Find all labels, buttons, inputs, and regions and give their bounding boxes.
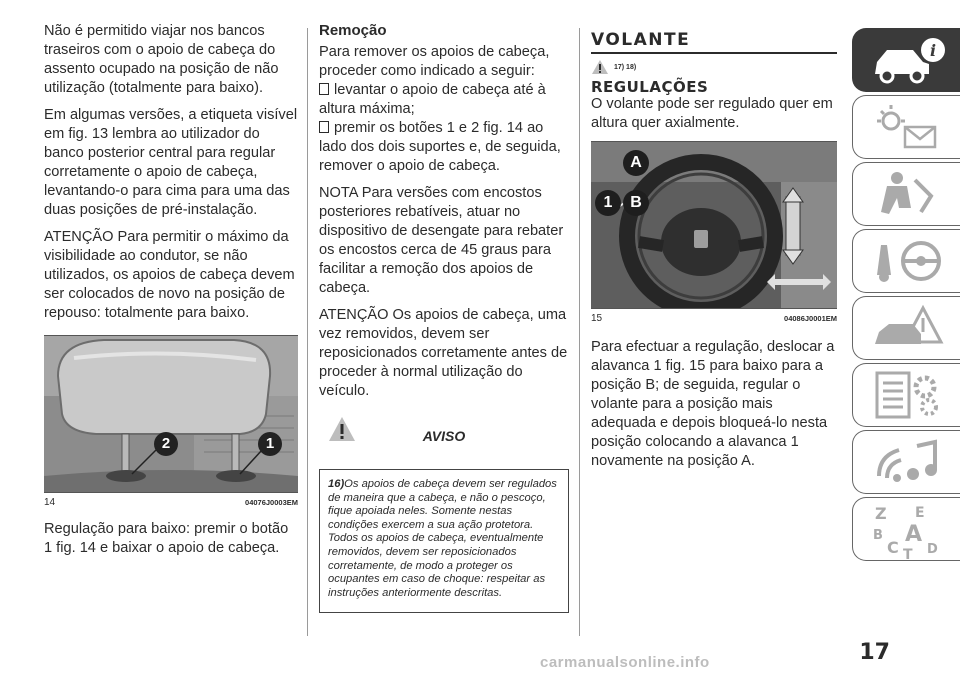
warning-triangle-icon (591, 59, 609, 75)
warning-text: 16)Os apoios de cabeça devem ser regulados de maneira que a cabeça, e não o pescoço, fique apoiada neles. Somente nestas condições exercem a sua ação protetora. Todos os apoios de cabeça, eventualmente removidos, devem ser reposicionados corretamente, de modo a proteger os ocupantes em caso de choque: respeitar as instruções anteriormente descritas. (319, 469, 569, 613)
callout-2: 2 (154, 432, 178, 456)
square-bullet-icon (319, 83, 329, 95)
page-number: 17 (859, 640, 890, 665)
paragraph-rear-seats: Não é permitido viajar nos bancos traseiros com o apoio de cabeça do assento ocupado na posição de não utilização (totalmente para baixo). (44, 23, 279, 96)
multimedia-icon (869, 436, 949, 488)
figure-code: 04086J0001EM (784, 314, 837, 323)
section-heading-remocao: Remoção (319, 22, 387, 39)
section-title-volante: VOLANTE (591, 30, 691, 50)
tab-index[interactable] (852, 497, 960, 561)
column-2 (319, 22, 569, 613)
paragraph-removal-intro: Para remover os apoios de cabeça, proceder como indicado a seguir: (319, 44, 550, 79)
subsection-title-regulacoes: REGULAÇÕES (591, 78, 709, 96)
tab-emergency[interactable] (852, 296, 960, 360)
figure-14-caption (44, 493, 298, 508)
chapter-tabs (852, 28, 960, 564)
watermark: carmanualsonline.info (540, 654, 710, 671)
warning-box (319, 411, 569, 613)
svg-text:C: C (887, 538, 899, 557)
svg-text:A: A (905, 522, 923, 547)
paragraph-adjust-down: Regulação para baixo: premir o botão 1 fig. 14 e baixar o apoio de cabeça. (44, 521, 289, 556)
index-letters-icon (869, 503, 949, 559)
tab-dashboard[interactable] (852, 95, 960, 159)
figure-number: 14 (44, 497, 56, 508)
label-b: B (623, 190, 649, 216)
steering-key-icon (869, 235, 949, 287)
figure-15-caption (591, 309, 837, 324)
bullet-item-1-cont: altura máxima; (319, 101, 415, 117)
paragraph-attention: ATENÇÃO Para permitir o máximo da visibilidade ao condutor, se não utilizados, os apoios de cabeça devem ser colocados de novo na posição de repouso: totalmente para baixo. (44, 229, 295, 321)
warning-header (319, 411, 569, 469)
figure-14 (44, 335, 298, 493)
label-a: A (623, 150, 649, 176)
svg-text:Z: Z (875, 504, 887, 523)
callout-1: 1 (258, 432, 282, 456)
warning-number: 16) (328, 478, 345, 490)
warning-title: AVISO (422, 428, 466, 444)
dashboard-lights-icon (869, 101, 949, 153)
bullet-item-1: levantar o apoio de cabeça até à (319, 81, 569, 100)
tab-steering[interactable] (852, 229, 960, 293)
svg-text:i: i (929, 41, 937, 60)
square-bullet-icon (319, 121, 329, 133)
paragraph-steering-adjust: Para efectuar a regulação, deslocar a alavanca 1 fig. 15 para baixo para a posição B; de seguida, regular o volante para a posição mais adequada e depois bloqueá-lo nesta posição colocando a alavanca 1 novamente na posição A. (591, 339, 835, 469)
svg-text:E: E (915, 505, 925, 521)
figure-15 (591, 141, 837, 309)
car-info-icon (869, 34, 949, 86)
tab-multimedia[interactable] (852, 430, 960, 494)
paragraph-steering-intro: O volante pode ser regulado quer em altura quer axialmente. (591, 96, 833, 131)
svg-text:B: B (873, 528, 883, 543)
figure-code: 04076J0003EM (245, 498, 298, 507)
column-3 (591, 30, 837, 479)
title-underline (591, 52, 837, 54)
figure-number: 15 (591, 313, 603, 324)
bullet-item-2-cont: lado dos dois suportes e, de seguida, remover o apoio de cabeça. (319, 139, 561, 174)
column-divider-1 (307, 28, 308, 636)
callout-leaders (44, 336, 298, 492)
svg-text:T: T (903, 547, 913, 559)
safety-airbag-icon (869, 168, 949, 220)
label-1: 1 (595, 190, 621, 216)
tab-maintenance[interactable] (852, 363, 960, 427)
tab-safety[interactable] (852, 162, 960, 226)
paragraph-note: NOTA Para versões com encostos posteriores rebatíveis, atuar no dispositivo de desengate para rebater os encostos cerca de 45 graus para facilitar a remoção dos apoios de cabeça. (319, 185, 564, 296)
tab-car-info[interactable] (852, 28, 960, 92)
warning-references: 17) 18) (591, 58, 837, 76)
svg-text:D: D (927, 542, 938, 557)
paragraph-label: Em algumas versões, a etiqueta visível em fig. 13 lembra ao utilizador do banco posterior central para regular corretamente o apoio de cabeça, levantando-o para cima para uma das duas posições de pré-instalação. (44, 107, 298, 218)
column-1 (44, 22, 298, 566)
paragraph-attention-2: ATENÇÃO Os apoios de cabeça, uma vez removidos, devem ser reposicionados corretamente antes de proceder à normal utilização do veículo. (319, 307, 568, 399)
bullet-item-2: premir os botões 1 e 2 fig. 14 ao (319, 119, 569, 138)
column-divider-2 (579, 28, 580, 636)
warning-car-icon (869, 302, 949, 354)
maintenance-list-icon (869, 369, 949, 421)
